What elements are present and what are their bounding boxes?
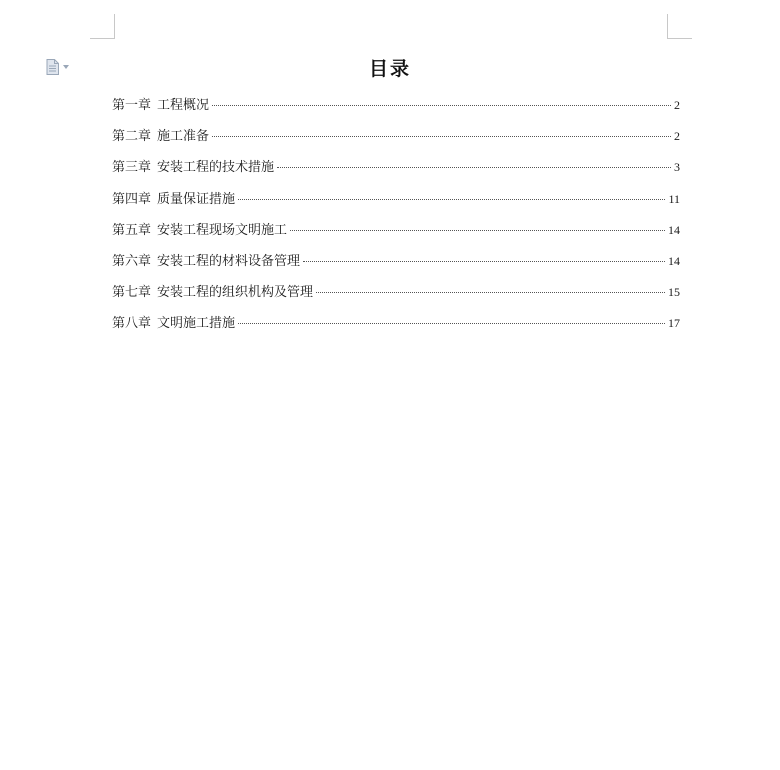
toc-entry[interactable] <box>112 156 680 187</box>
toc-chapter-title: 安装工程的技术措施 <box>157 160 275 176</box>
toc-chapter-number: 第三章 <box>112 160 152 176</box>
toc-dot-leader <box>290 230 665 231</box>
toc-chapter-number: 第八章 <box>112 316 152 332</box>
toc-chapter-number: 第六章 <box>112 253 152 269</box>
toc-dot-leader <box>212 105 671 106</box>
toc-chapter-number: 第二章 <box>112 129 152 145</box>
table-of-contents <box>112 94 680 344</box>
toc-page-number: 2 <box>674 98 680 112</box>
toc-chapter-number: 第五章 <box>112 222 152 238</box>
toc-dot-leader <box>238 323 665 324</box>
toc-entry[interactable] <box>112 250 680 281</box>
toc-dot-leader <box>238 199 665 200</box>
toc-entry[interactable] <box>112 125 680 156</box>
toc-title: 目录 <box>368 58 411 80</box>
toc-entry[interactable] <box>112 219 680 250</box>
toc-page-number: 11 <box>668 191 680 206</box>
toc-page-number: 14 <box>668 253 680 268</box>
toc-chapter-title: 施工准备 <box>157 129 210 145</box>
toc-dot-leader <box>277 167 671 168</box>
margin-corner-top-right <box>667 14 692 39</box>
toc-page-number: 15 <box>668 285 680 300</box>
toc-entry[interactable] <box>112 94 680 125</box>
margin-corner-top-left <box>90 14 115 39</box>
toc-dot-leader <box>316 292 665 293</box>
toc-chapter-title: 安装工程的材料设备管理 <box>157 253 301 269</box>
toc-entry[interactable] <box>112 281 680 312</box>
toc-chapter-title: 安装工程的组织机构及管理 <box>157 285 314 301</box>
toc-page-number: 14 <box>668 222 680 237</box>
toc-chapter-number: 第四章 <box>112 191 152 207</box>
toc-entry[interactable] <box>112 312 680 343</box>
toc-chapter-number: 第一章 <box>112 98 152 113</box>
toc-chapter-title: 文明施工措施 <box>157 316 236 332</box>
toc-chapter-title: 安装工程现场文明施工 <box>157 222 288 238</box>
toc-page-number: 3 <box>674 160 680 175</box>
toc-dot-leader <box>212 136 671 137</box>
toc-page-number: 17 <box>668 316 680 331</box>
toc-page-number: 2 <box>674 129 680 144</box>
toc-chapter-title: 工程概况 <box>157 98 210 113</box>
toc-chapter-number: 第七章 <box>112 285 152 301</box>
toc-chapter-title: 质量保证措施 <box>157 191 236 207</box>
toc-entry[interactable] <box>112 188 680 219</box>
toc-dot-leader <box>303 261 665 262</box>
